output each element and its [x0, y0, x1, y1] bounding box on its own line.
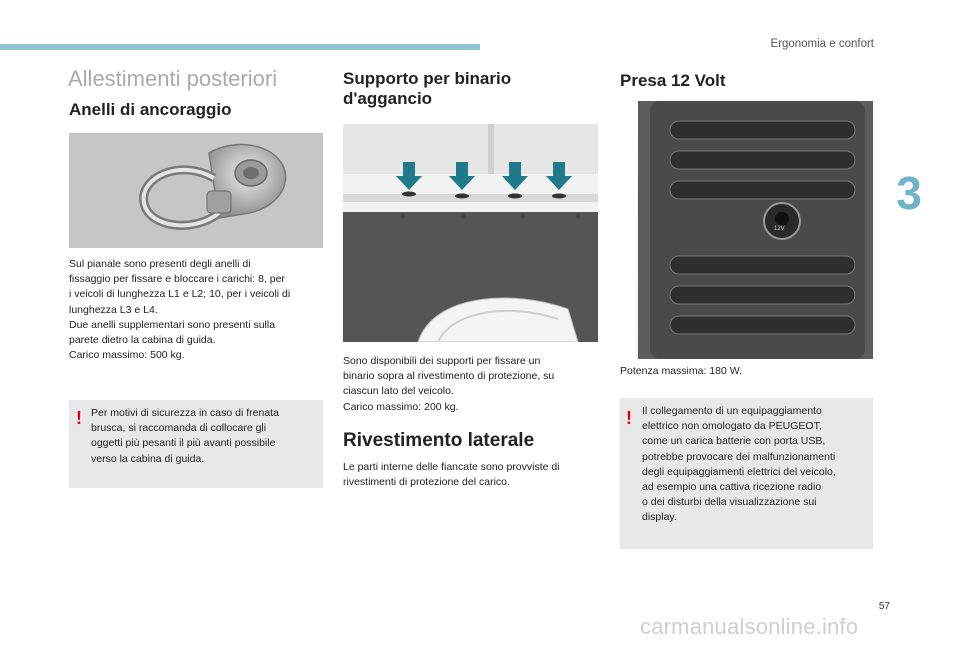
heading-anelli: Anelli di ancoraggio — [69, 100, 232, 119]
warning-icon: ! — [626, 408, 632, 428]
text-line: o dei disturbi della visualizzazione sui — [642, 496, 817, 509]
section-title: Allestimenti posteriori — [68, 66, 278, 91]
rail-support-image — [343, 124, 598, 342]
text-line: potrebbe provocare dei malfunzionamenti — [642, 450, 836, 463]
presa-paragraph — [620, 364, 875, 379]
text-line: display. — [642, 511, 677, 524]
text-line: binario sopra al rivestimento di protezione, su — [343, 370, 555, 383]
text-line: elettrico non omologato da PEUGEOT, — [642, 420, 822, 433]
text-line: Il collegamento di un equipaggiamento — [642, 405, 822, 417]
heading-line: d'aggancio — [343, 89, 433, 108]
rivestimento-paragraph — [343, 460, 598, 490]
text-line: fissaggio per fissare e bloccare i carichi: 8, per — [69, 273, 285, 286]
text-line: Carico massimo: 500 kg. — [69, 349, 185, 362]
warning-icon: ! — [76, 408, 82, 428]
supporto-paragraph — [343, 354, 598, 415]
page-number: 57 — [878, 601, 890, 612]
power-socket-image — [620, 101, 873, 359]
text-line: Le parti interne delle fiancate sono provviste di — [343, 461, 560, 473]
text-line: ad esempio una cattiva ricezione radio — [642, 481, 822, 494]
warning-text — [642, 404, 870, 526]
heading-presa: Presa 12 Volt — [620, 71, 726, 90]
warning-box-anelli — [69, 400, 323, 488]
chapter-number: 3 — [896, 167, 922, 219]
header-accent-bar — [0, 44, 480, 50]
text-line: degli equipaggiamenti elettrici del veicolo, — [642, 465, 836, 478]
text-line: Sul pianale sono presenti degli anelli di — [69, 258, 251, 270]
text-line: brusca, si raccomanda di collocare gli — [91, 422, 267, 435]
watermark: carmanualsonline.info — [640, 614, 859, 639]
warning-box-presa — [620, 398, 873, 549]
anchoring-ring-image — [69, 133, 323, 248]
text-line: verso la cabina di guida. — [91, 452, 205, 465]
heading-line: Supporto per binario — [343, 69, 512, 88]
text-line: Per motivi di sicurezza in caso di frenata — [91, 407, 279, 419]
anelli-paragraph — [69, 257, 324, 363]
text-line: parete dietro la cabina di guida. — [69, 334, 216, 347]
text-line: oggetti più pesanti il più avanti possibile — [91, 437, 276, 450]
chapter-title: Ergonomia e confort — [770, 38, 874, 50]
text-line: Potenza massima: 180 W. — [620, 365, 742, 377]
text-line: Carico massimo: 200 kg. — [343, 400, 459, 413]
text-line: rivestimenti di protezione del carico. — [343, 476, 510, 489]
text-line: come un carica batterie con porta USB, — [642, 435, 826, 448]
text-line: i veicoli di lunghezza L1 e L2; 10, per i veicoli di — [69, 288, 291, 301]
socket-label: 12V — [774, 226, 785, 232]
text-line: Due anelli supplementari sono presenti sulla — [69, 318, 276, 331]
text-line: Sono disponibili dei supporti per fissare un — [343, 355, 541, 367]
heading-rivestimento: Rivestimento laterale — [343, 430, 535, 451]
text-line: ciascun lato del veicolo. — [343, 385, 454, 398]
warning-text — [91, 406, 319, 467]
heading-supporto — [343, 69, 573, 109]
text-line: lunghezza L3 e L4. — [69, 303, 158, 316]
